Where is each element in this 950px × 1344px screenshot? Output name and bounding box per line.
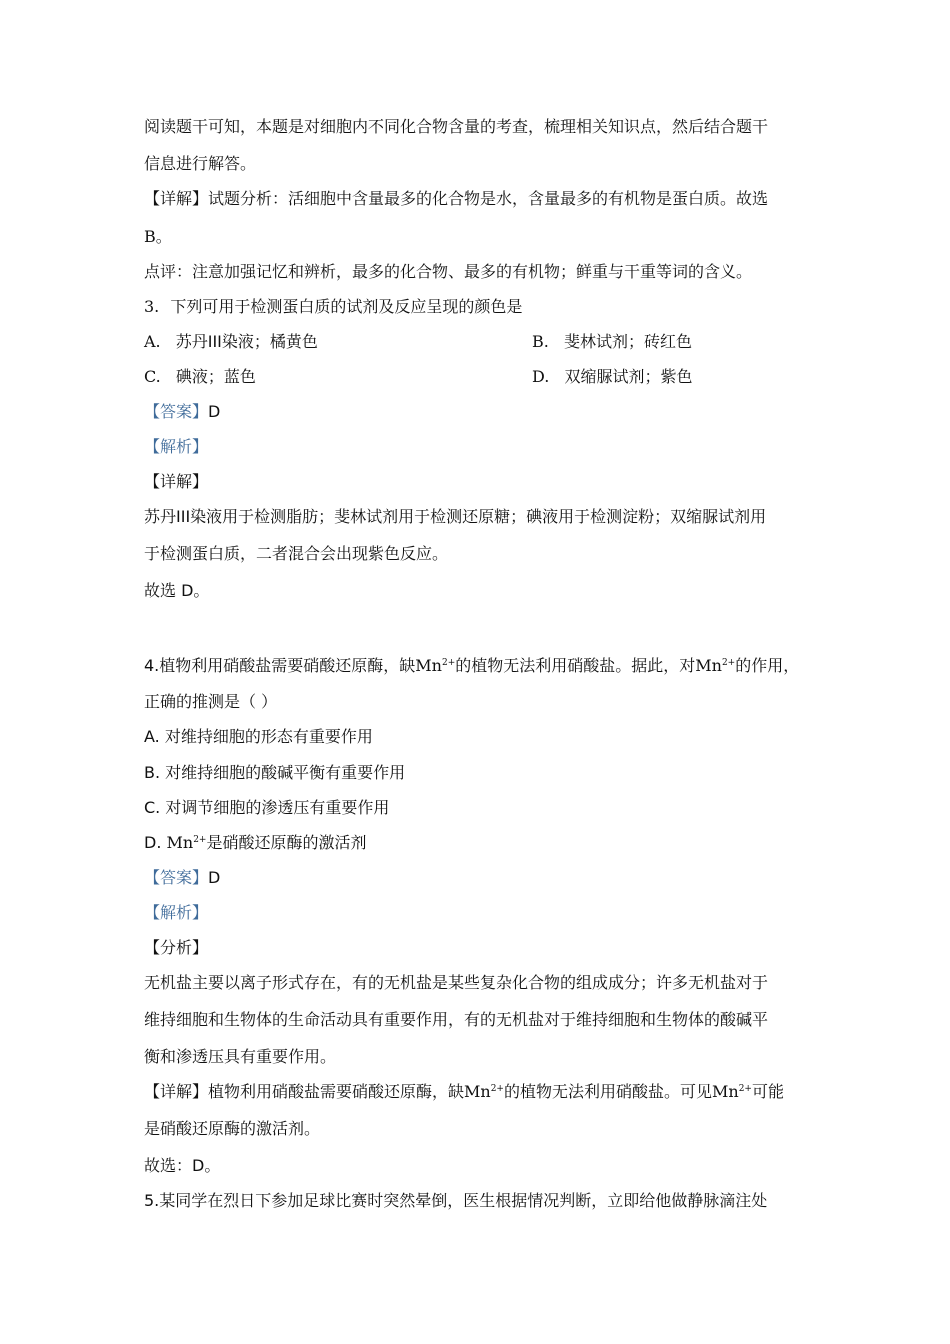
q4-detail-part-1: 【详解】植物利用硝酸盐需要硝酸还原酶，缺: [144, 1082, 465, 1101]
q3-option-a-text: 苏丹III染液；橘黄色: [175, 332, 318, 351]
q3-option-c-letter: C.: [144, 367, 161, 386]
q3-option-a: [144, 331, 318, 353]
q5-stem: 5.某同学在烈日下参加足球比赛时突然晕倒，医生根据情况判断，立即给他做静脉滴注处: [144, 1191, 768, 1210]
q3-stem: [144, 296, 522, 318]
q4-detail-part-3: 可能: [751, 1082, 784, 1101]
q4-conclusion: 故选：D。: [144, 1156, 221, 1175]
q4-analysis-label: 【解析】: [144, 903, 209, 922]
q4-stem-line-2: 正确的推测是（ ）: [144, 692, 278, 711]
q4-detail-line-2: 是硝酸还原酶的激活剂。: [144, 1119, 321, 1138]
intro-line-1: 阅读题干可知，本题是对细胞内不同化合物含量的考查，梳理相关知识点，然后结合题干: [144, 117, 769, 136]
mn-ion: $Mn^{2+}$: [464, 1082, 504, 1101]
q3-option-b-letter: B.: [532, 332, 549, 351]
mn-ion: $Mn^{2+}$: [166, 833, 207, 852]
q3-option-d-text: 双缩脲试剂；紫色: [564, 367, 693, 386]
q3-stem-text: 下列可用于检测蛋白质的试剂及反应呈现的颜色是: [170, 297, 523, 316]
q4-fenxi-line-2: 维持细胞和生物体的生命活动具有重要作用，有的无机盐对于维持细胞和生物体的酸碱平: [144, 1010, 769, 1029]
q3-answer-value: D: [208, 402, 221, 421]
q4-detail-line-1: [144, 1081, 784, 1103]
mn-ion: $Mn^{2+}$: [695, 656, 736, 675]
q4-fenxi-line-1: 无机盐主要以离子形式存在，有的无机盐是某些复杂化合物的组成成分；许多无机盐对于: [144, 973, 769, 992]
q4-answer: [144, 867, 220, 889]
q3-detail-line-2: 于检测蛋白质，二者混合会出现紫色反应。: [144, 544, 449, 563]
q3-number: 3.: [144, 297, 160, 316]
q3-answer: [144, 401, 220, 423]
q3-option-a-letter: A.: [144, 332, 161, 351]
q3-option-b-text: 斐林试剂；砖红色: [563, 332, 692, 351]
q4-stem-line-1: [144, 655, 799, 677]
q2-detail-line-1: 【详解】试题分析：活细胞中含量最多的化合物是水，含量最多的有机物是蛋白质。故选: [144, 189, 769, 208]
q3-option-b: [532, 331, 692, 353]
mn-ion: $Mn^{2+}$: [712, 1082, 752, 1101]
q4-option-c: C. 对调节细胞的渗透压有重要作用: [144, 798, 390, 817]
q4-stem-part-3: 的作用，: [735, 656, 800, 675]
q4-option-d-letter: D.: [144, 833, 162, 852]
q4-option-d: [144, 832, 366, 854]
intro-line-2: 信息进行解答。: [144, 154, 257, 173]
q2-comment: 点评：注意加强记忆和辨析，最多的化合物、最多的有机物；鲜重与干重等词的含义。: [144, 262, 753, 281]
q2-detail-line-2: B。: [144, 227, 172, 246]
q4-answer-value: D: [208, 868, 221, 887]
q3-detail-line-1: 苏丹III染液用于检测脂肪；斐林试剂用于检测还原糖；碘液用于检测淀粉；双缩脲试剂用: [144, 507, 767, 526]
q4-stem-part-1: 4.植物利用硝酸盐需要硝酸还原酶，缺: [144, 656, 416, 675]
mn-ion: $Mn^{2+}$: [415, 656, 456, 675]
q4-fenxi-line-3: 衡和渗透压具有重要作用。: [144, 1047, 337, 1066]
q3-option-c: [144, 366, 256, 388]
q3-option-d: [532, 366, 692, 388]
q4-detail-part-2: 的植物无法利用硝酸盐。可见: [503, 1082, 712, 1101]
q3-conclusion: 故选 D。: [144, 581, 210, 600]
q4-option-d-text: 是硝酸还原酶的激活剂: [206, 833, 367, 852]
q4-option-a: A. 对维持细胞的形态有重要作用: [144, 727, 373, 746]
q4-stem-part-2: 的植物无法利用硝酸盐。据此，对: [455, 656, 696, 675]
q3-option-c-text: 碘液；蓝色: [175, 367, 256, 386]
q4-option-b: B. 对维持细胞的酸碱平衡有重要作用: [144, 763, 406, 782]
q4-fenxi-label: 【分析】: [144, 938, 209, 957]
q3-analysis-label: 【解析】: [144, 437, 209, 456]
q3-answer-label: 【答案】: [144, 402, 209, 421]
q3-option-d-letter: D.: [532, 367, 550, 386]
q4-answer-label: 【答案】: [144, 868, 209, 887]
q3-detail-label: 【详解】: [144, 472, 209, 491]
